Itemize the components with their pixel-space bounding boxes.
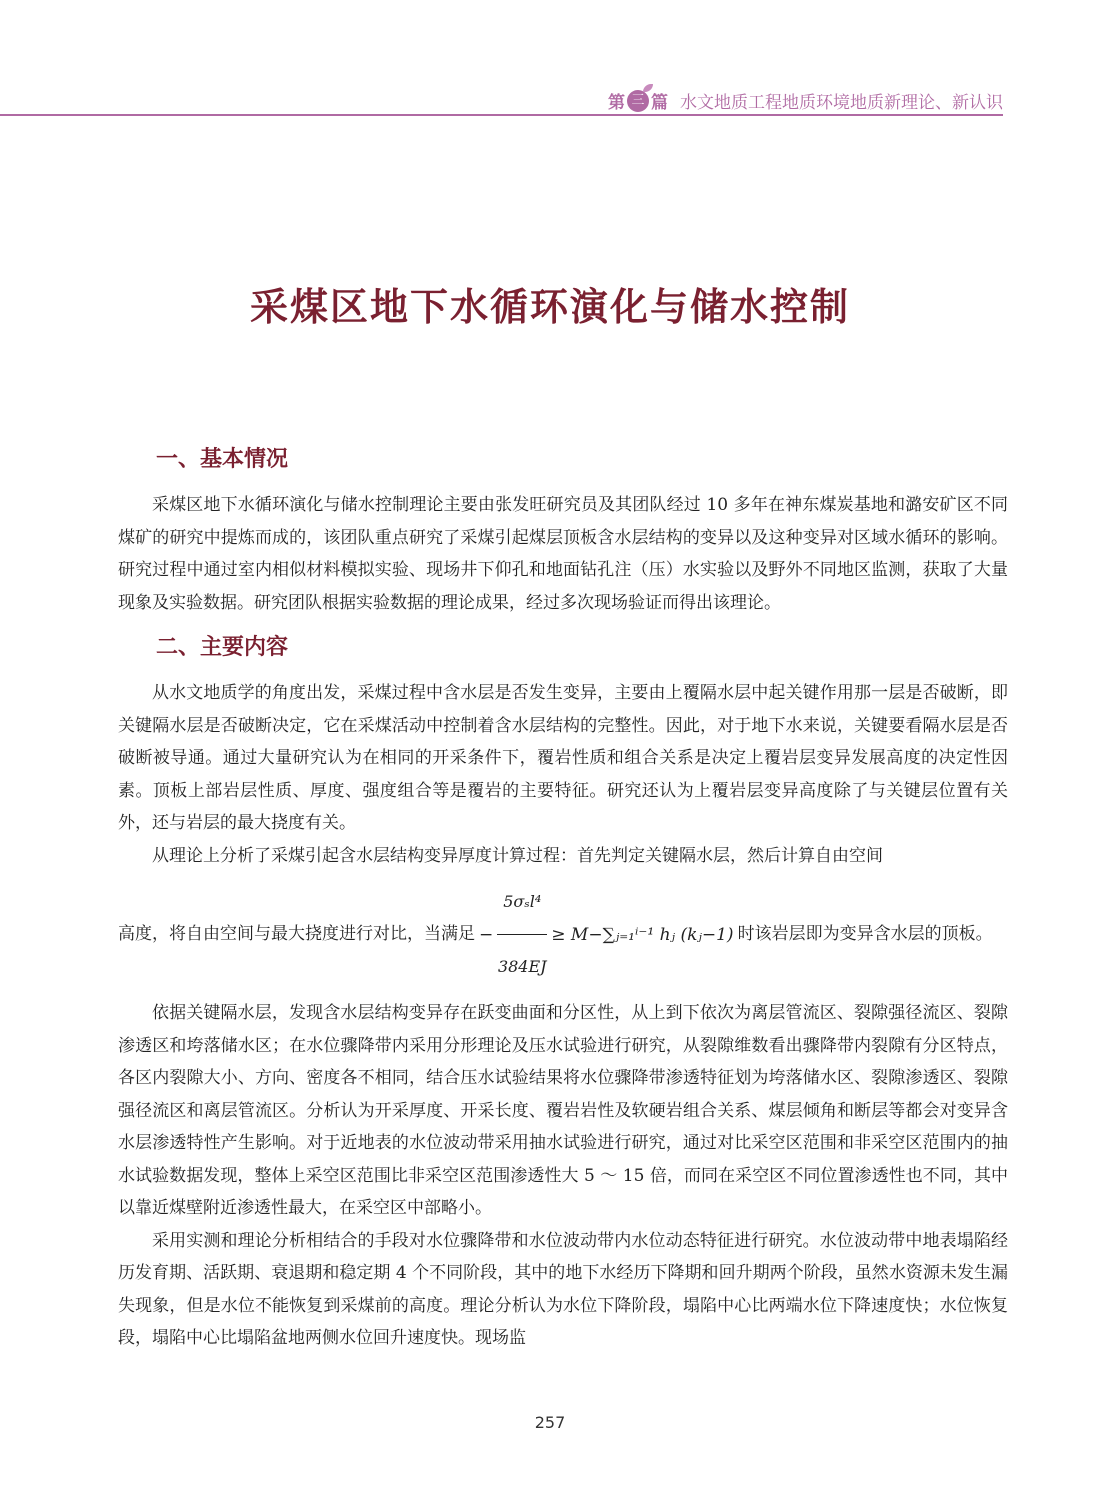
paragraph: 从水文地质学的角度出发，采煤过程中含水层是否发生变异，主要由上覆隔水层中起关键作用那一层是否破断，即关键隔水层是否破断决定，它在采煤活动中控制着含水层结构的完整性。因此，对于地下水来说，关键要看隔水层是否破断被导通。通过大量研究认为在相同的开采条件下，覆岩性质和组合关系是决定上覆岩层变异发展高度的决定性因素。顶板上部岩层性质、厚度、强度组合等是覆岩的主要特征。研究还认为上覆岩层变异高度除了与关键层位置有关外，还与岩层的最大挠度有关。 xyxy=(118,683,1008,833)
part-number-badge xyxy=(627,90,649,112)
article-title: 采煤区地下水循环演化与储水控制 xyxy=(249,285,850,329)
formula-fraction xyxy=(497,872,547,997)
section-heading-main: 二、主要内容 xyxy=(156,635,289,660)
part-prefix: 第 xyxy=(608,93,625,113)
formula-denominator: 384EJ xyxy=(497,957,547,976)
section-spacer xyxy=(118,619,1008,633)
formula-numerator: 5σₛl⁴ xyxy=(497,872,547,935)
formula-paragraph xyxy=(118,872,1008,997)
part-number: 三 xyxy=(631,92,645,108)
paragraph: 依据关键隔水层，发现含水层结构变异存在跃变曲面和分区性，从上到下依次为离层管流区、裂隙强径流区、裂隙渗透区和垮落储水区；在水位骤降带内采用分形理论及压水试验进行研究，从裂隙维数看出骤降带内裂隙有分区特点，各区内裂隙大小、方向、密度各不相同，结合压水试验结果将水位骤降带渗透特征划为垮落储水区、裂隙渗透区、裂隙强径流区和离层管流区。分析认为开采厚度、开采长度、覆岩岩性及软硬岩组合关系、煤层倾角和断层等都会对变异含水层渗透特性产生影响。对于近地表的水位波动带采用抽水试验进行研究，通过对比采空区范围和非采空区范围内的抽水试验数据发现，整体上采空区范围比非采空区范围渗透性大 5 ～ 15 倍，而同在采空区不同位置渗透性也不同，其中以靠近煤壁附近渗透性最大，在采空区中部略小。 xyxy=(118,1003,1008,1218)
article-body xyxy=(118,445,1008,1355)
section-heading-basic: 一、基本情况 xyxy=(156,447,289,472)
page-number: 257 xyxy=(534,1413,566,1432)
formula-tail-text: 时该岩层即为变异含水层的顶板。 xyxy=(737,924,993,944)
part-suffix: 篇 xyxy=(651,93,668,113)
formula-inequality: ≥ M−∑ⱼ₌₁ⁱ⁻¹ hⱼ (kⱼ−1) xyxy=(551,924,734,945)
part-title: 水文地质工程地质环境地质新理论、新认识 xyxy=(680,93,1003,113)
running-header-text xyxy=(608,88,1003,113)
formula-lead-text: 高度，将自由空间与最大挠度进行对比，当满足 xyxy=(118,924,475,944)
formula xyxy=(479,872,734,997)
paragraph: 采用实测和理论分析相结合的手段对水位骤降带和水位波动带内水位动态特征进行研究。水位波动带中地表塌陷经历发育期、活跃期、衰退期和稳定期 4 个不同阶段，其中的地下水经历下降期和回升期两个阶段，虽然水资源未发生漏失现象，但是水位不能恢复到采煤前的高度。理论分析认为水位下降阶段，塌陷中心比两端水位下降速度快；水位恢复段，塌陷中心比塌陷盆地两侧水位回升速度快。现场监 xyxy=(118,1230,1008,1348)
running-header xyxy=(0,78,1003,116)
paragraph: 从理论上分析了采煤引起含水层结构变异厚度计算过程：首先判定关键隔水层，然后计算自由空间 xyxy=(152,845,883,866)
formula-minus: − xyxy=(479,924,494,945)
header-rule xyxy=(0,114,1003,116)
paragraph: 采煤区地下水循环演化与储水控制理论主要由张发旺研究员及其团队经过 10 多年在神东煤炭基地和潞安矿区不同煤矿的研究中提炼而成的，该团队重点研究了采煤引起煤层顶板含水层结构的变异以及这种变异对区域水循环的影响。研究过程中通过室内相似材料模拟实验、现场井下仰孔和地面钻孔注（压）水实验以及野外不同地区监测，获取了大量现象及实验数据。研究团队根据实验数据的理论成果，经过多次现场验证而得出该理论。 xyxy=(118,495,1008,613)
